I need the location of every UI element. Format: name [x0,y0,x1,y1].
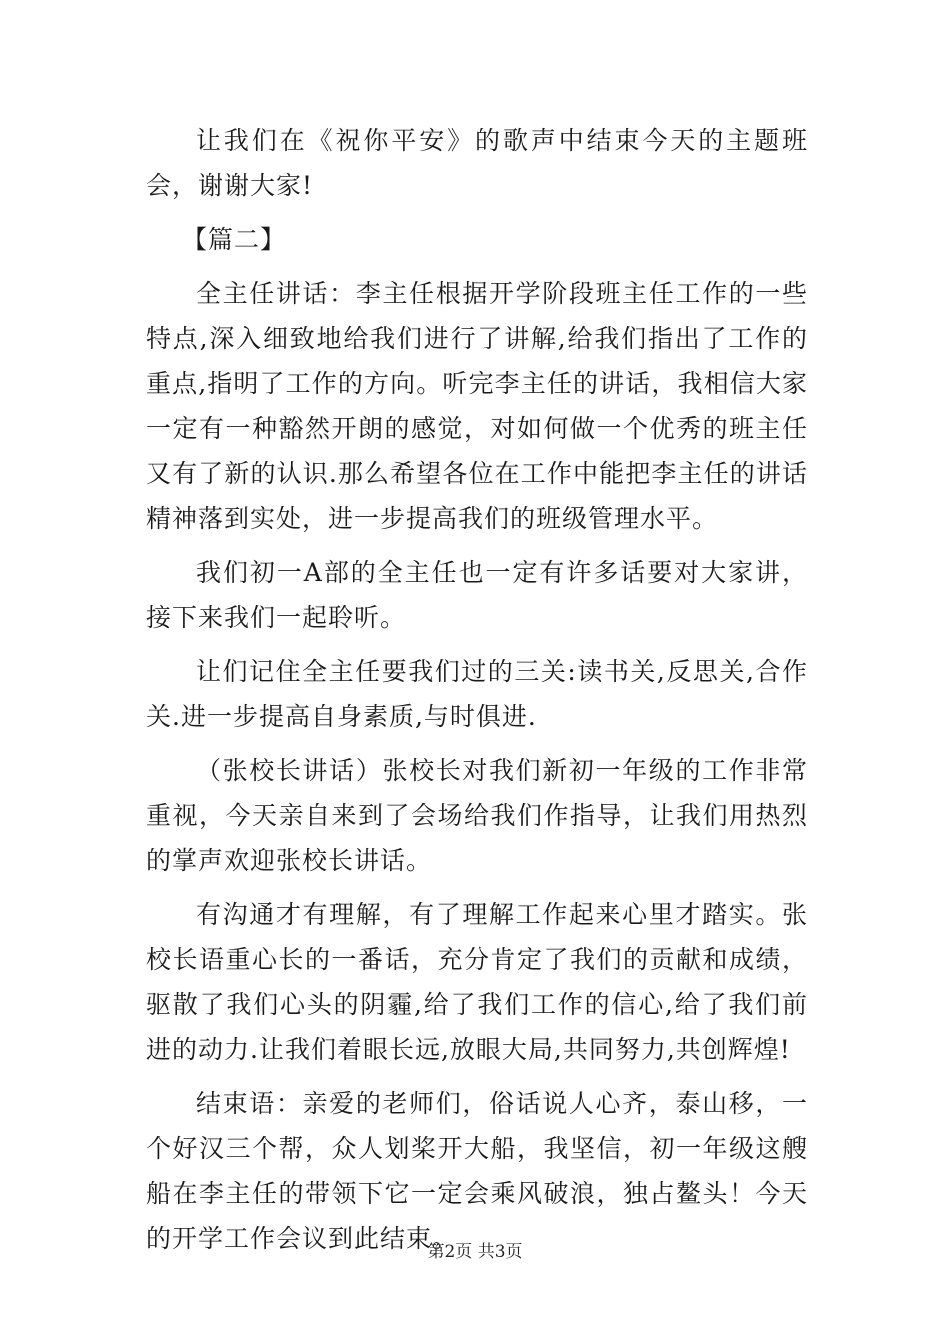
paragraph-introduce-director: 我们初一A部的全主任也一定有许多话要对大家讲，接下来我们一起聆听。 [146,558,808,632]
paragraph-communication: 有沟通才有理解，有了理解工作起来心里才踏实。张校长语重心长的一番话，充分肯定了我们的贡献和成绩，驱散了我们心头的阴霾,给了我们工作的信心,给了我们前进的动力.让我们着眼长远,放眼大局,共同努力,共创辉煌! [146,900,808,1064]
paragraph-principal-speech: （张校长讲话）张校长对我们新初一年级的工作非常重视，今天亲自来到了会场给我们作指导，让我们用热烈的掌声欢迎张校长讲话。 [146,756,808,875]
document-body [146,118,808,1270]
paragraph-three-gates: 让们记住全主任要我们过的三关:读书关,反思关,合作关.进一步提高自身素质,与时俱进. [146,657,808,731]
section-heading: 【篇二】 [182,225,287,254]
paragraph-conclusion: 结束语：亲爱的老师们，俗话说人心齐，泰山移，一个好汉三个帮，众人划桨开大船，我坚信，初一年级这艘船在李主任的带领下它一定会乘风破浪，独占鳌头！今天的开学工作会议到此结束。 [146,1089,808,1253]
paragraph-director-speech: 全主任讲话：李主任根据开学阶段班主任工作的一些特点,深入细致地给我们进行了讲解,给我们指出了工作的重点,指明了工作的方向。听完李主任的讲话，我相信大家一定有一种豁然开朗的感觉，对如何做一个优秀的班主任又有了新的认识.那么希望各位在工作中能把李主任的讲话精神落到实处，进一步提高我们的班级管理水平。 [146,279,808,533]
page-number-footer: 第2页 共3页 [427,1242,523,1262]
paragraph-closing-song: 让我们在《祝你平安》的歌声中结束今天的主题班会，谢谢大家! [146,126,808,200]
